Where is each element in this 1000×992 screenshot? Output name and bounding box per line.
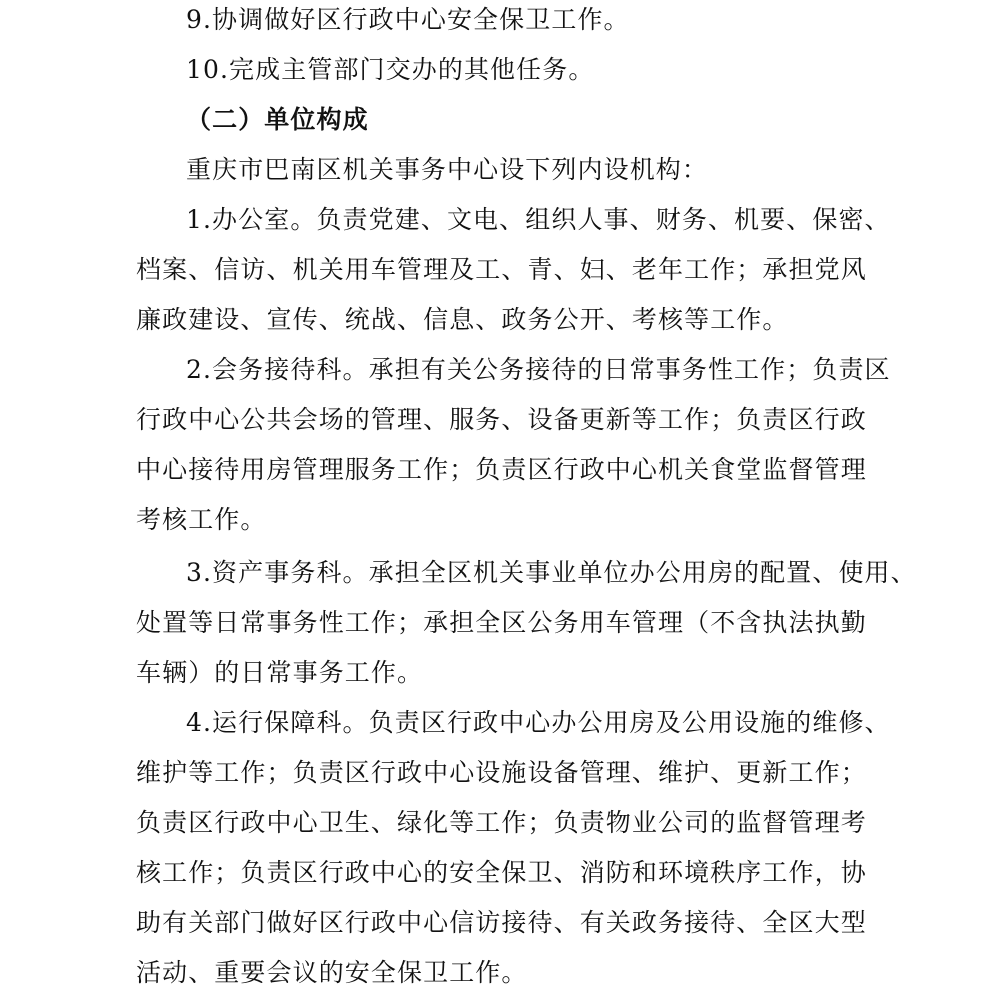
text-line-reception-1: 2.会务接待科。承担有关公务接待的日常事务性工作；负责区 <box>186 355 891 384</box>
text-line-reception-2: 行政中心公共会场的管理、服务、设备更新等工作；负责区行政 <box>136 405 867 434</box>
text-line-operations-2: 维护等工作；负责区行政中心设施设备管理、维护、更新工作； <box>136 758 867 787</box>
text-line-office-1: 1.办公室。负责党建、文电、组织人事、财务、机要、保密、 <box>186 205 891 234</box>
text-line-assets-1: 3.资产事务科。承担全区机关事业单位办公用房的配置、使用、 <box>186 558 917 587</box>
text-line-intro: 重庆市巴南区机关事务中心设下列内设机构： <box>186 155 709 184</box>
text-line-operations-6: 活动、重要会议的安全保卫工作。 <box>136 958 528 987</box>
text-line-office-3: 廉政建设、宣传、统战、信息、政务公开、考核等工作。 <box>136 305 789 334</box>
text-line-item-10: 10.完成主管部门交办的其他任务。 <box>186 55 595 84</box>
text-line-reception-3: 中心接待用房管理服务工作；负责区行政中心机关食堂监督管理 <box>136 455 867 484</box>
text-line-operations-5: 助有关部门做好区行政中心信访接待、有关政务接待、全区大型 <box>136 908 867 937</box>
text-line-assets-2: 处置等日常事务性工作；承担全区公务用车管理（不含执法执勤 <box>136 608 867 637</box>
text-line-operations-3: 负责区行政中心卫生、绿化等工作；负责物业公司的监督管理考 <box>136 808 867 837</box>
text-line-reception-4: 考核工作。 <box>136 505 267 534</box>
text-line-operations-1: 4.运行保障科。负责区行政中心办公用房及公用设施的维修、 <box>186 708 891 737</box>
text-line-assets-3: 车辆）的日常事务工作。 <box>136 658 424 687</box>
text-line-item-9: 9.协调做好区行政中心安全保卫工作。 <box>186 5 630 34</box>
section-heading-unit-composition: （二）单位构成 <box>186 105 369 134</box>
text-line-operations-4: 核工作；负责区行政中心的安全保卫、消防和环境秩序工作，协 <box>136 858 867 887</box>
text-line-office-2: 档案、信访、机关用车管理及工、青、妇、老年工作；承担党风 <box>136 255 867 284</box>
